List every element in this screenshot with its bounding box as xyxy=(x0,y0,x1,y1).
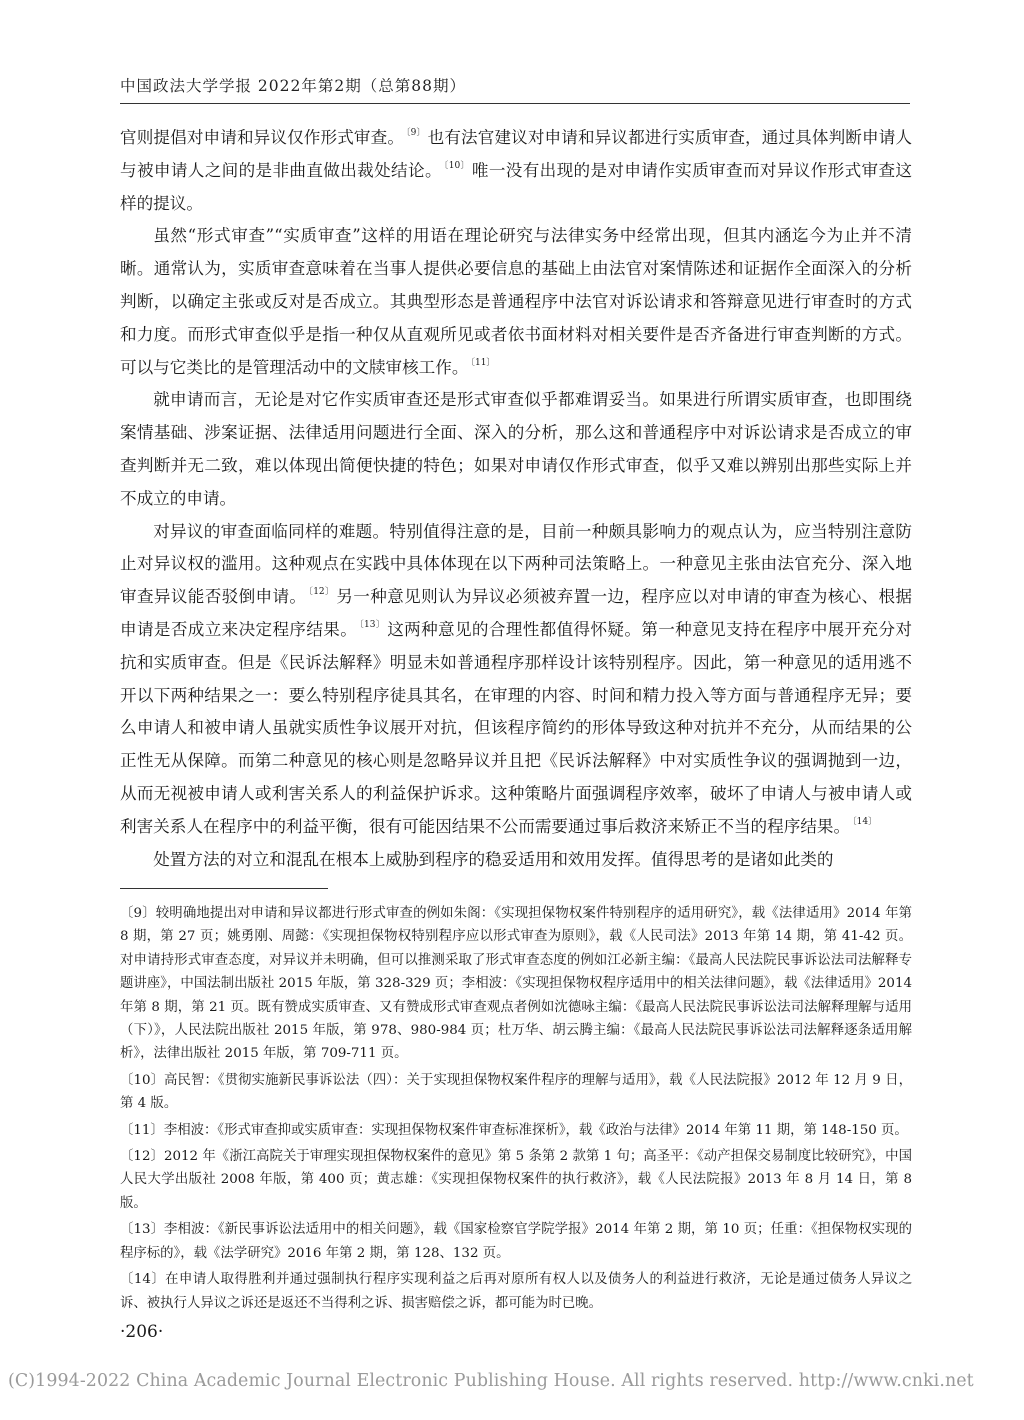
footnote-9: 〔9〕较明确地提出对申请和异议都进行形式审查的例如朱阁：《实现担保物权案件特别程序的适用研究》，载《法律适用》2014 年第 8 期，第 27 页；姚勇刚、周懿：《实现担保物权特别程序应以形式审查为原则》，载《人民司法》2013 年第 14 期，第 41-42 页。对申请持形式审查态度，对异议并未明确，但可以推测采取了形式审查态度的例如江必新主编：《最高人民法院民事诉讼法司法解释专题讲座》，中国法制出版社 2015 年版，第 328-329 页；李相波：《实现担保物权程序适用中的相关法律问题》，载《法律适用》2014 年第 8 期，第 21 页。既有赞成实质审查、又有赞成形式审查观点者例如沈德咏主编：《最高人民法院民事诉讼法司法解释理解与适用（下）》，人民法院出版社 2015 年版，第 978、980-984 页；杜万华、胡云腾主编：《最高人民法院民事诉讼法司法解释逐条适用解析》，法律出版社 2015 年版，第 709-711 页。 xyxy=(120,906,912,1062)
footnote-ref[interactable]: 〔14〕 xyxy=(852,816,878,827)
footnote-divider xyxy=(120,888,328,889)
footnote-13: 〔13〕李相波：《新民事诉讼法适用中的相关问题》，载《国家检察官学院学报》2014 年第 2 期，第 10 页；任重：《担保物权实现的程序标的》，载《法学研究》2016 年第 2 期，第 128、132 页。 xyxy=(120,1222,912,1261)
body-text-segment: 也有法官建议对申请和异议都进行实质审查，通过具体判断申请人与被申请人之间的是非曲直做出裁处结论。 xyxy=(120,128,913,180)
page-number: ·206· xyxy=(120,1322,164,1342)
body-text-segment: 这两种意见的合理性都值得怀疑。第一种意见支持在程序中展开充分对抗和实质审查。但是《民诉法解释》明显未如普通程序那样设计该特别程序。因此，第一种意见的适用逃不开以下两种结果之一：要么特别程序徒具其名，在审理的内容、时间和精力投入等方面与普通程序无异；要么申请人和被申请人虽就实质性争议展开对抗，但该程序简约的形体导致这种对抗并不充分，从而结果的公正性无从保障。而第二种意见的核心则是忽略异议并且把《民诉法解释》中对实质性争议的强调抛到一边，从而无视被申请人或利害关系人的利益保护诉求。这种策略片面强调程序效率，破坏了申请人与被申请人或利害关系人在程序中的利益平衡，很有可能因结果不公而需要通过事后救济来矫正不当的程序结果。 xyxy=(120,619,913,836)
footnote-14: 〔14〕在申请人取得胜利并通过强制执行程序实现利益之后再对原所有权人以及债务人的利益进行救济，无论是通过债务人异议之诉、被执行人异议之诉还是返还不当得利之诉、损害赔偿之诉，都可能为时已晚。 xyxy=(120,1272,912,1311)
footnote-ref[interactable]: 〔10〕 xyxy=(443,160,470,171)
body-paragraph xyxy=(120,122,912,220)
footnote-ref[interactable]: 〔9〕 xyxy=(406,128,426,138)
body-paragraph xyxy=(120,844,912,877)
copyright-watermark: (C)1994-2022 China Academic Journal Electronic Publishing House. All rights reserved. http://www.cnki.net xyxy=(8,1371,974,1391)
footnote-ref[interactable]: 〔12〕 xyxy=(308,587,335,598)
body-paragraph xyxy=(120,516,912,844)
body-text-segment: 唯一没有出现的是对申请作实质审查而对异议作形式审查这样的提议。 xyxy=(120,160,913,213)
article-body xyxy=(120,122,912,876)
body-paragraph xyxy=(120,220,912,384)
footnote-ref[interactable]: 〔11〕 xyxy=(470,357,496,368)
body-text-segment: 虽然“形式审查”“实质审查”这样的用语在理论研究与法律实务中经常出现，但其内涵迄今为止并不清晰。通常认为，实质审查意味着在当事人提供必要信息的基础上由法官对案情陈述和证据作全面深入的分析判断，以确定主张或反对是否成立。其典型形态是普通程序中法官对诉讼请求和答辩意见进行审查时的方式和力度。而形式审查似乎是指一种仅从直观所见或者依书面材料对相关要件是否齐备进行审查判断的方式。可以与它类比的是管理活动中的文牍审核工作。 xyxy=(120,226,912,377)
body-text-segment: 对异议的审查面临同样的难题。特别值得注意的是，目前一种颇具影响力的观点认为，应当特别注意防止对异议权的滥用。这种观点在实践中具体体现在以下两种司法策略上。一种意见主张由法官充分、深入地审查异议能否驳倒申请。 xyxy=(120,521,912,607)
footnote-10: 〔10〕高民智：《贯彻实施新民事诉讼法（四）：关于实现担保物权案件程序的理解与适用》，载《人民法院报》2012 年 12 月 9 日，第 4 版。 xyxy=(120,1072,912,1112)
footnote-11: 〔11〕李相波：《形式审查抑或实质审查：实现担保物权案件审查标准探析》，载《政治与法律》2014 年第 11 期，第 148-150 页。 xyxy=(120,1122,908,1138)
body-text-segment: 官则提倡对申请和异议仅作形式审查。 xyxy=(120,128,405,147)
footnotes xyxy=(120,902,912,1318)
running-header: 中国政法大学学报 2022年第2期（总第88期） xyxy=(120,77,466,95)
body-text-segment: 就申请而言，无论是对它作实质审查还是形式审查似乎都难谓妥当。如果进行所谓实质审查，也即围绕案情基础、涉案证据、法律适用问题进行全面、深入的分析，那么这和普通程序中对诉讼请求是否成立的审查判断并无二致，难以体现出简便快捷的特色；如果对申请仅作形式审查，似乎又难以辨别出那些实际上并不成立的申请。 xyxy=(120,390,912,508)
header-divider xyxy=(120,103,910,104)
footnote-ref[interactable]: 〔13〕 xyxy=(359,619,386,630)
body-paragraph xyxy=(120,384,912,515)
footnote-12: 〔12〕2012 年《浙江高院关于审理实现担保物权案件的意见》第 5 条第 2 款第 1 句；高圣平：《动产担保交易制度比较研究》，中国人民大学出版社 2008 年版，第 400 页；黄志雄：《实现担保物权案件的执行救济》，载《人民法院报》2013 年 8 月 14 日，第 8 版。 xyxy=(120,1149,912,1211)
body-text-segment: 处置方法的对立和混乱在根本上威胁到程序的稳妥适用和效用发挥。值得思考的是诸如此类的 xyxy=(153,849,834,869)
body-text-segment: 另一种意见则认为异议必须被弃置一边，程序应以对申请的审查为核心、根据申请是否成立来决定程序结果。 xyxy=(120,587,913,639)
